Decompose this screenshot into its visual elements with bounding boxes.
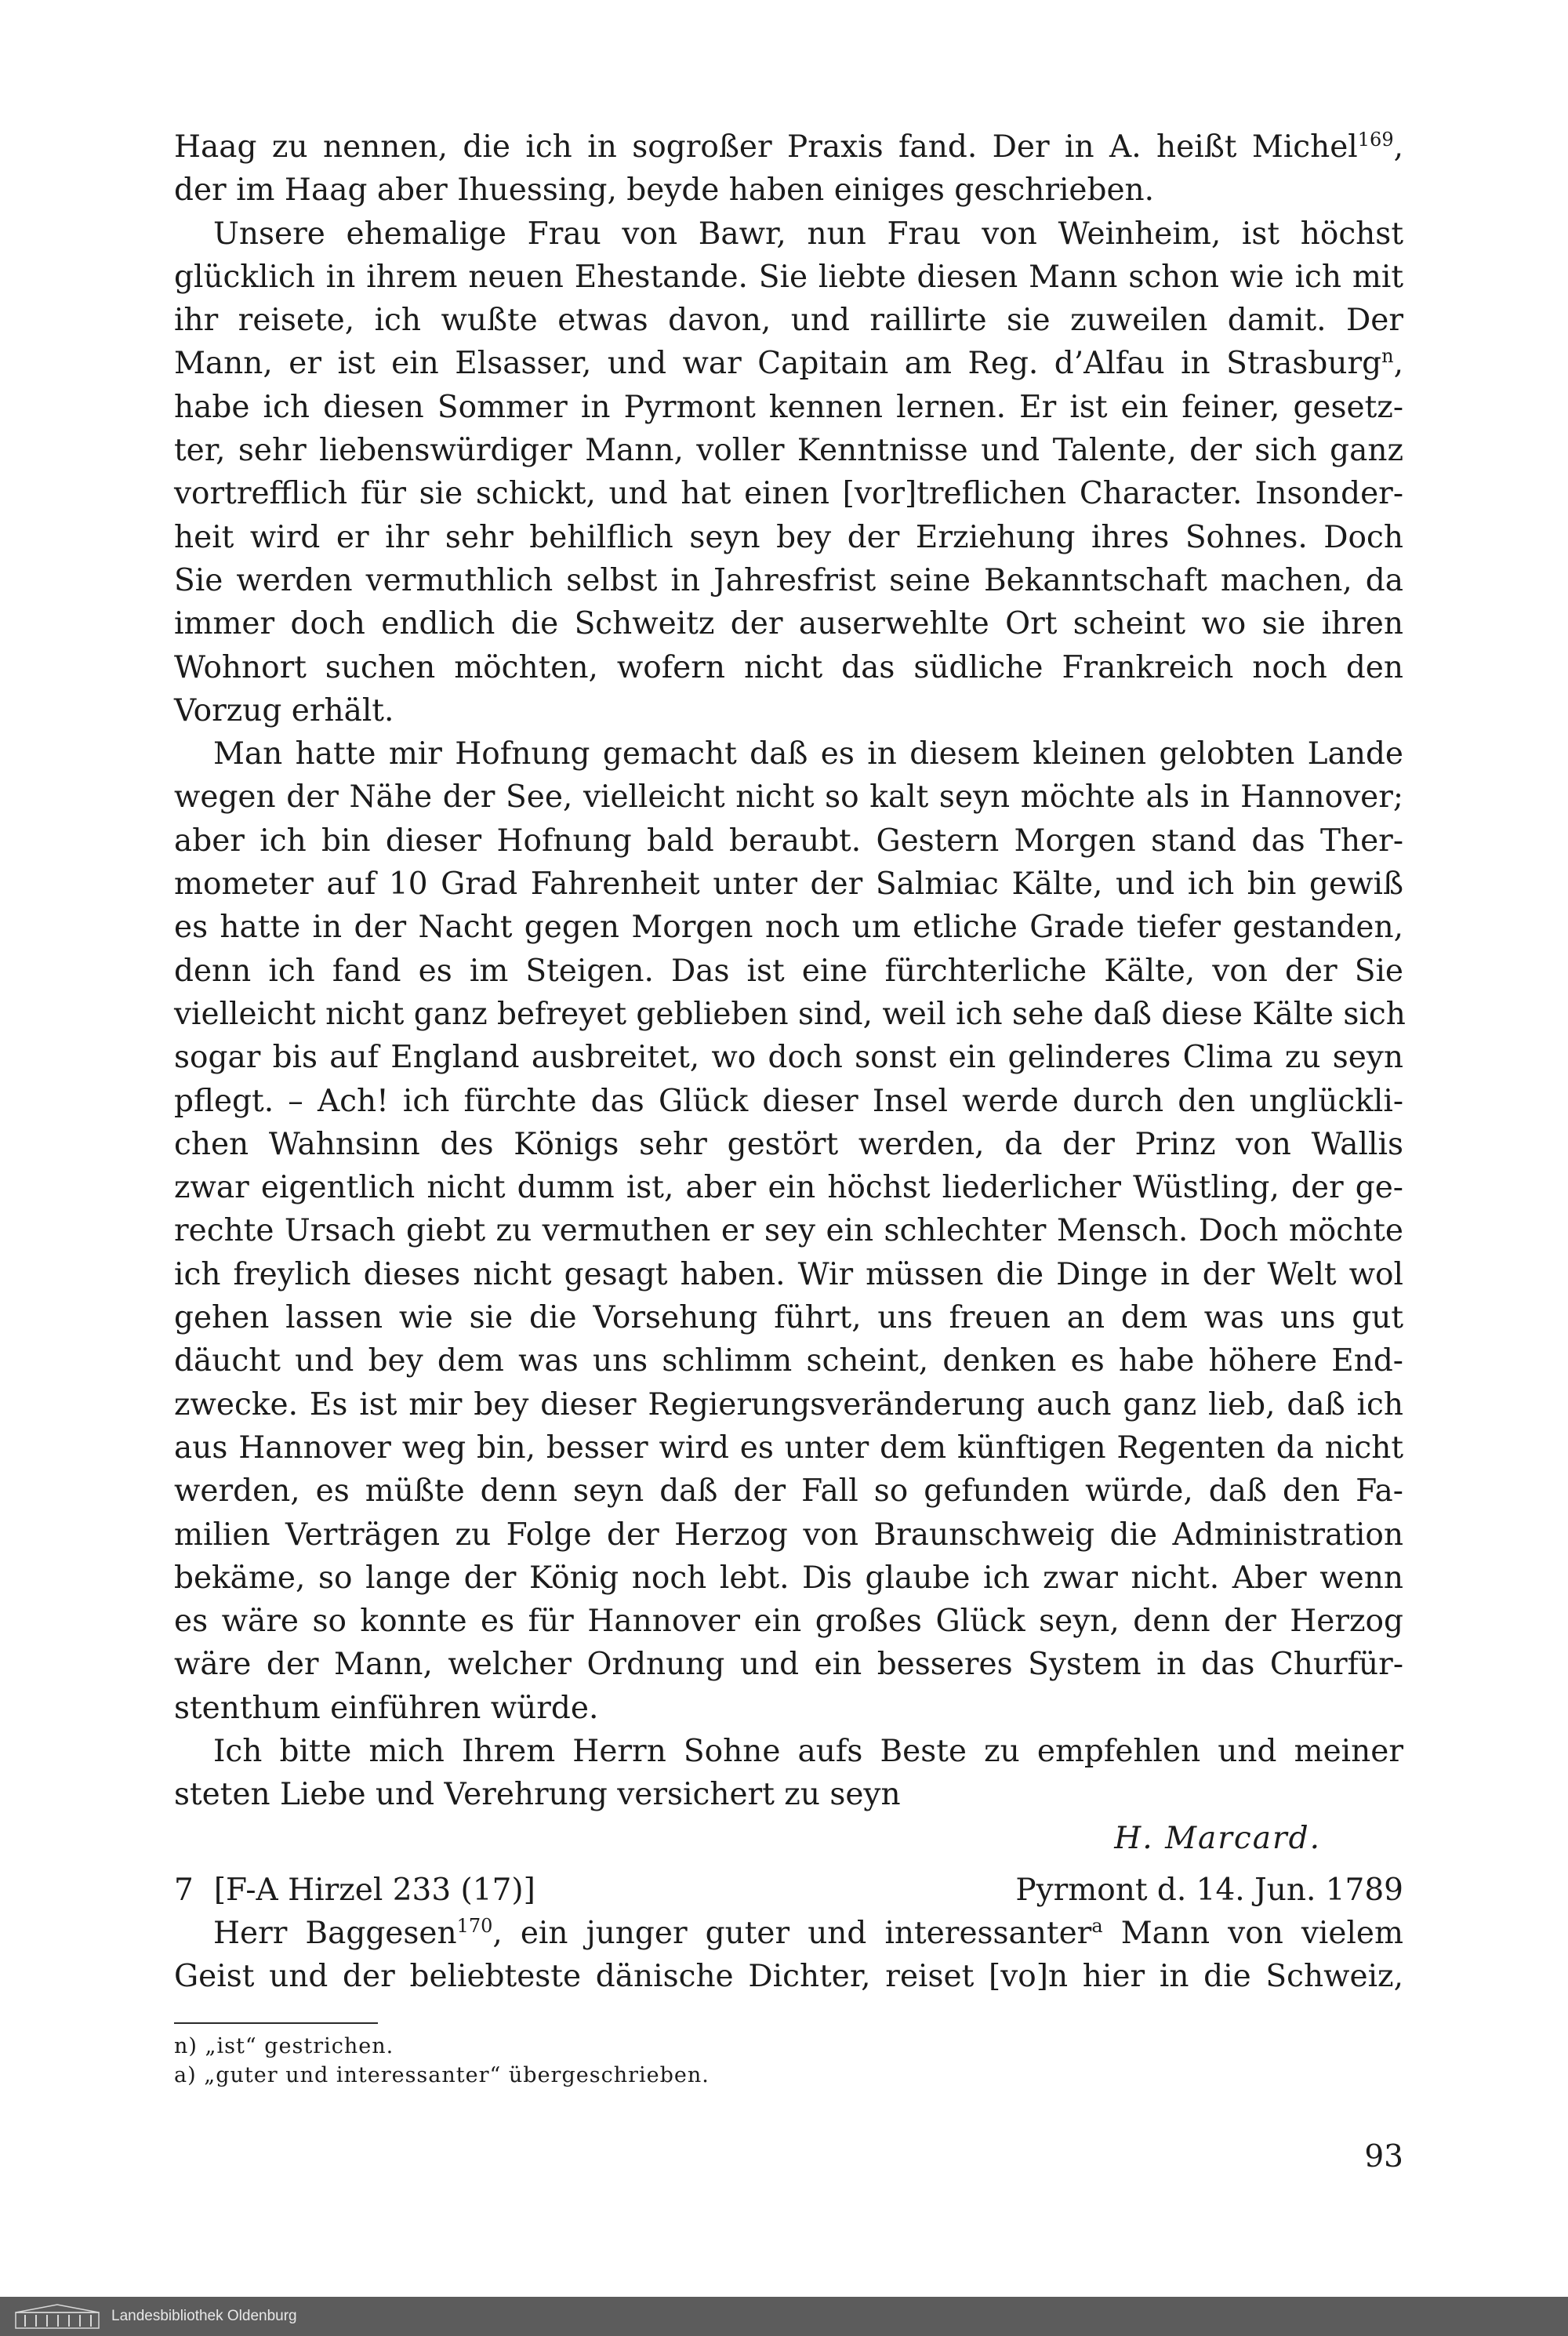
page-number: 93 [1364,2139,1403,2174]
letter-reference [174,1869,556,1912]
text-line: stenthum einführen würde. [174,1690,599,1726]
library-footer [0,2297,1568,2336]
text-line: pflegt. – Ach! ich fürchte das Glück dieser Insel werde durch den unglückli- [174,1083,1403,1119]
text-line: werden, es müßte denn seyn daß der Fall so gefunden würde, daß den Fa- [174,1473,1403,1509]
text-line: gehen lassen wie sie die Vorsehung führt, uns freuen an dem was uns gut [174,1300,1403,1336]
text-line: Haag zu nennen, die ich in sogroßer Praxis fand. Der in A. heißt Michel$^{169}$, [174,129,1403,165]
text-line: denn ich fand es im Steigen. Das ist eine fürchterliche Kälte, von der Sie [174,953,1403,989]
text-line: Man hatte mir Hofnung gemacht daß es in diesem kleinen gelobten Lande [213,736,1403,772]
letter-place-date: Pyrmont d. 14. Jun. 1789 [1015,1872,1403,1908]
text-line: heit wird er ihr sehr behilflich seyn bey der Erziehung ihres Sohnes. Doch [174,519,1403,555]
text-line: wegen der Nähe der See, vielleicht nicht so kalt seyn möchte als in Hannover; [174,779,1403,816]
text-line: glücklich in ihrem neuen Ehestande. Sie liebte diesen Mann schon wie ich mit [174,259,1403,295]
text-line: aus Hannover weg bin, besser wird es unter dem künftigen Regenten da nicht [174,1430,1403,1466]
text-line: Herr Baggesen$^{170}$, ein junger guter und interessanter$^a$ Mann von vielem [213,1915,1403,1952]
library-building-icon [14,2303,100,2330]
text-line: milien Verträgen zu Folge der Herzog von Braunschweig die Administration [174,1517,1403,1553]
text-line: der im Haag aber Ihuessing, beyde haben einiges geschrieben. [174,173,1155,209]
text-line: mometer auf 10 Grad Fahrenheit unter der Salmiac Kälte, und ich bin gewiß [174,866,1403,903]
text-line: bekäme, so lange der König noch lebt. Dis glaube ich zwar nicht. Aber wenn [174,1560,1403,1596]
footnote-ref: a [1091,1915,1103,1938]
text-line: Wohnort suchen möchten, wofern nicht das südliche Frankreich noch den [174,649,1403,685]
text-line: habe ich diesen Sommer in Pyrmont kennen lernen. Er ist ein feiner, gesetz- [174,389,1403,425]
signature: H. Marcard. [1114,1820,1321,1856]
text-line: sogar bis auf England ausbreitet, wo doch sonst ein gelinderes Clima zu seyn [174,1040,1403,1076]
text-line: es hatte in der Nacht gegen Morgen noch um etliche Grade tiefer gestanden, [174,910,1403,946]
letter-number: 7 [174,1872,194,1908]
text-line: ter, sehr liebenswürdiger Mann, voller Kenntnisse und Talente, der sich ganz [174,433,1403,469]
letter-source: [F-A Hirzel 233 (17)] [213,1872,535,1908]
text-line: es wäre so konnte es für Hannover ein großes Glück seyn, denn der Herzog [174,1604,1403,1640]
text-line: Vorzug erhält. [174,692,394,728]
letter-header [174,1869,1403,1912]
footnote: a) „guter und interessanter“ übergeschrieben. [174,2062,710,2087]
text-line: Mann, er ist ein Elsasser, und war Capitain am Reg. d’Alfau in Strasburg$^n$, [174,345,1403,382]
text-line: chen Wahnsinn des Königs sehr gestört werden, da der Prinz von Wallis [174,1126,1403,1162]
book-page [174,125,1406,2090]
text-line: wäre der Mann, welcher Ordnung und ein besseres System in das Churfür- [174,1647,1403,1683]
footnote: n) „ist“ gestrichen. [174,2033,394,2058]
footnotes [174,2032,1403,2090]
text-line: ich freylich dieses nicht gesagt haben. Wir müssen die Dinge in der Welt wol [174,1256,1403,1292]
footnote-divider [174,2022,378,2024]
text-line: Geist und der beliebteste dänische Dichter, reiset [vo]n hier in die Schweiz, [174,1959,1403,1995]
text-line: däucht und bey dem was uns schlimm scheint, denken es habe höhere End- [174,1343,1403,1379]
text-line: rechte Ursach giebt zu vermuthen er sey ein schlechter Mensch. Doch möchte [174,1213,1403,1249]
next-letter-body [174,1912,1403,1999]
text-line: ihr reisete, ich wußte etwas davon, und raillirte sie zuweilen damit. Der [174,303,1403,339]
footnote-ref: n [1381,345,1394,368]
text-line: aber ich bin dieser Hofnung bald beraubt. Gestern Morgen stand das Ther- [174,823,1403,859]
text-line: zwecke. Es ist mir bey dieser Regierungsveränderung auch ganz lieb, daß ich [174,1386,1403,1422]
text-line: vortrefflich für sie schickt, und hat einen [vor]treflichen Character. Insonder- [174,476,1403,512]
text-line: zwar eigentlich nicht dumm ist, aber ein höchst liederlicher Wüstling, der ge- [174,1170,1403,1206]
text-line: Unsere ehemalige Frau von Bawr, nun Frau von Weinheim, ist höchst [213,216,1403,252]
text-line: Sie werden vermuthlich selbst in Jahresfrist seine Bekanntschaft machen, da [174,562,1403,598]
text-line: vielleicht nicht ganz befreyet geblieben sind, weil ich sehe daß diese Kälte sich [174,996,1406,1032]
library-name: Landesbibliothek Oldenburg [111,2308,297,2324]
text-line: immer doch endlich die Schweitz der auserwehlte Ort scheint wo sie ihren [174,606,1403,642]
text-line: Ich bitte mich Ihrem Herrn Sohne aufs Beste zu empfehlen und meiner [213,1733,1403,1769]
letter-body [174,125,1406,1817]
footnote-ref: 169 [1357,129,1394,151]
text-line: steten Liebe und Verehrung versichert zu seyn [174,1777,901,1813]
footnote-ref: 170 [456,1915,493,1938]
